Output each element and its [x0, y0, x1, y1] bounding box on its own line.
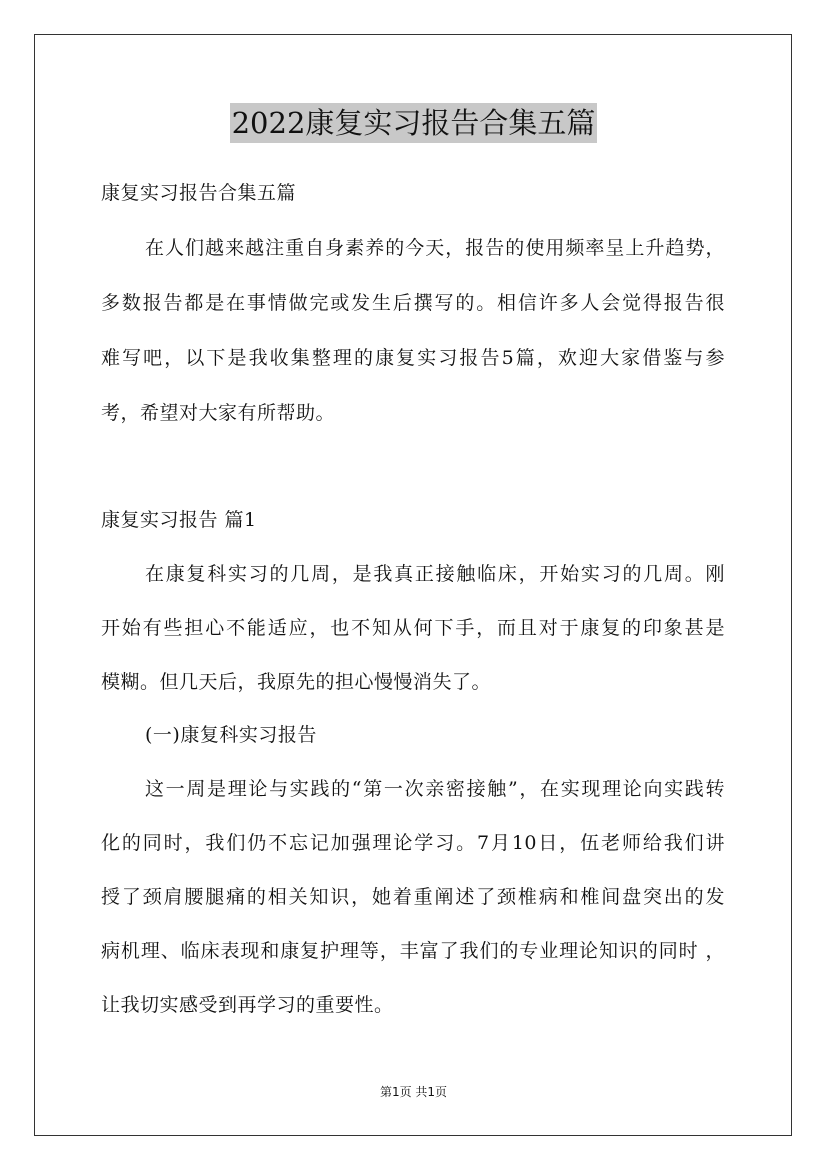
section-paragraph-line: 这一周是理论与实践的“第一次亲密接触”，在实现理论向实践转 — [145, 778, 725, 800]
intro-paragraph-line: 难写吧，以下是我收集整理的康复实习报告5篇，欢迎大家借鉴与参 — [101, 347, 725, 369]
section-paragraph-line: 模糊。但几天后，我原先的担心慢慢消失了。 — [101, 671, 492, 693]
section-paragraph-line: 病机理、临床表现和康复护理等，丰富了我们的专业理论知识的同时 ， — [101, 940, 725, 962]
section-paragraph-line: 在康复科实习的几周，是我真正接触临床，开始实习的几周。刚 — [145, 563, 725, 585]
page-footer: 第1页 共1页 — [379, 1085, 448, 1099]
document-title: 2022康复实习报告合集五篇 — [230, 103, 598, 143]
section-paragraph-line: 化的同时，我们仍不忘记加强理论学习。7月10日，伍老师给我们讲 — [101, 832, 725, 854]
section-paragraph-line: 开始有些担心不能适应，也不知从何下手，而且对于康复的印象甚是 — [101, 617, 725, 639]
subsection-heading: (一)康复科实习报告 — [145, 724, 317, 746]
intro-paragraph-line: 考，希望对大家有所帮助。 — [101, 402, 336, 424]
intro-paragraph-line: 多数报告都是在事情做完或发生后撰写的。相信许多人会觉得报告很 — [101, 292, 725, 314]
intro-paragraph-line: 在人们越来越注重自身素养的今天，报告的使用频率呈上升趋势， — [145, 237, 725, 259]
document-title-wrap — [0, 103, 827, 143]
section-paragraph-line: 让我切实感受到再学习的重要性。 — [101, 994, 394, 1016]
subtitle-line: 康复实习报告合集五篇 — [101, 182, 297, 204]
section-paragraph-line: 授了颈肩腰腿痛的相关知识，她着重阐述了颈椎病和椎间盘突出的发 — [101, 886, 725, 908]
section-heading: 康复实习报告 篇1 — [101, 509, 257, 531]
